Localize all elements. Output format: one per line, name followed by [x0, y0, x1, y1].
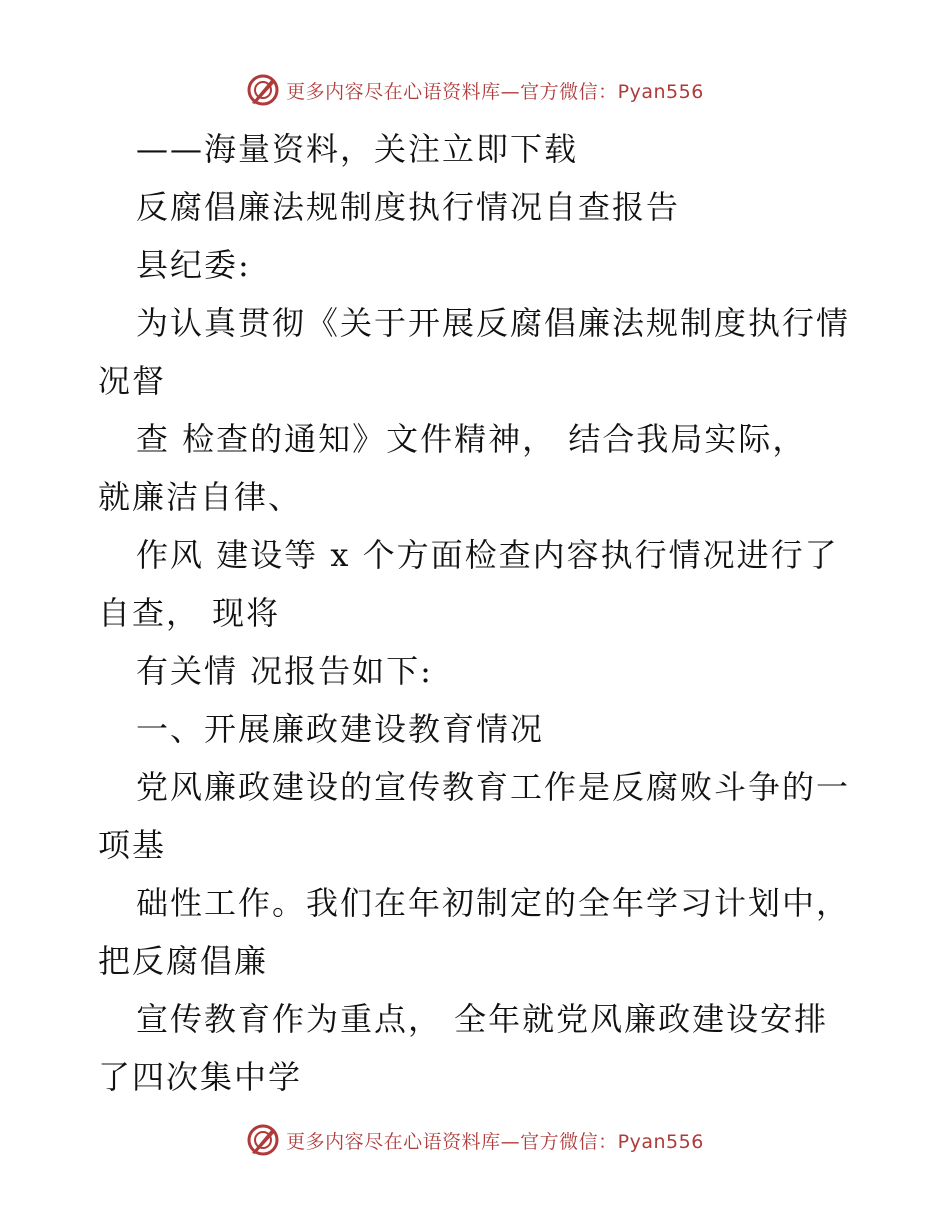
footer-banner	[0, 1120, 950, 1160]
doc-line: 作风 建设等 x 个方面检查内容执行情况进行了	[136, 536, 839, 574]
doc-line: 有关情 况报告如下:	[136, 652, 433, 690]
doc-line: 础性工作。我们在年初制定的全年学习计划中，	[136, 884, 851, 922]
header-banner-text: 更多内容尽在心语资料库—官方微信：Pyan556	[286, 80, 704, 103]
doc-line: 县纪委:	[136, 246, 251, 284]
doc-line: 自查， 现将	[98, 594, 281, 632]
doc-line: ——海量资料，关注立即下载	[136, 130, 579, 168]
doc-line: 把反腐倡廉	[98, 942, 269, 980]
doc-line: 就廉洁自律、	[98, 478, 303, 516]
doc-line: 况督	[98, 362, 167, 400]
header-banner	[0, 70, 950, 110]
quill-logo-icon	[246, 73, 280, 107]
footer-banner-text: 更多内容尽在心语资料库—官方微信：Pyan556	[286, 1130, 704, 1153]
document-body	[98, 120, 858, 1106]
doc-line: 了四次集中学	[98, 1058, 303, 1096]
doc-line: 为认真贯彻《关于开展反腐倡廉法规制度执行情	[136, 304, 851, 342]
doc-line: 宣传教育作为重点， 全年就党风廉政建设安排	[136, 1000, 829, 1038]
doc-line: 项基	[98, 826, 167, 864]
doc-line: 党风廉政建设的宣传教育工作是反腐败斗争的一	[136, 768, 851, 806]
doc-line: 查 检查的通知》文件精神， 结合我局实际，	[136, 420, 807, 458]
quill-logo-icon	[246, 1123, 280, 1157]
doc-line: 反腐倡廉法规制度执行情况自查报告	[136, 188, 681, 226]
doc-line: 一、开展廉政建设教育情况	[136, 710, 545, 748]
